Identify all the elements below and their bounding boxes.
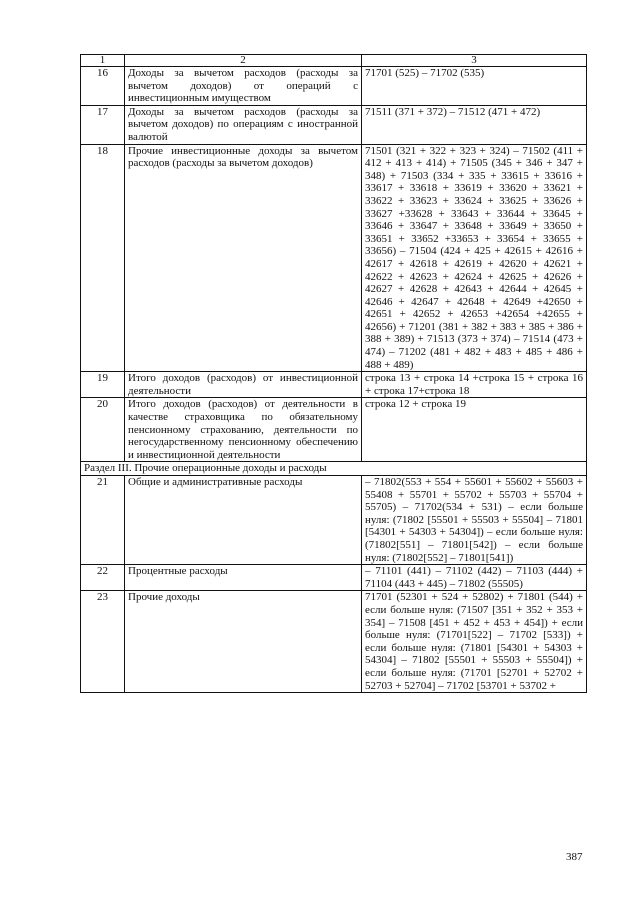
row-description: Доходы за вычетом расходов (расходы за вычетом доходов) от операций с инвестиционным имуществом [125, 67, 362, 106]
header-cell-3: 3 [362, 55, 587, 67]
table-row [81, 476, 587, 565]
table-row [81, 591, 587, 693]
header-cell-2: 2 [125, 55, 362, 67]
row-number: 16 [81, 67, 125, 106]
row-number: 23 [81, 591, 125, 693]
row-formula: строка 12 + строка 19 [362, 398, 587, 462]
table-row [81, 105, 587, 144]
table-row [81, 67, 587, 106]
table-row [81, 565, 587, 591]
row-formula: 71701 (525) – 71702 (535) [362, 67, 587, 106]
row-number: 20 [81, 398, 125, 462]
table-row [81, 144, 587, 372]
table-header-row [81, 55, 587, 67]
row-description: Итого доходов (расходов) от инвестиционной деятельности [125, 372, 362, 398]
row-description: Прочие инвестиционные доходы за вычетом расходов (расходы за вычетом доходов) [125, 144, 362, 372]
row-number: 19 [81, 372, 125, 398]
document-table [80, 54, 587, 693]
row-number: 18 [81, 144, 125, 372]
row-number: 22 [81, 565, 125, 591]
section-title: Раздел III. Прочие операционные доходы и расходы [81, 462, 587, 476]
row-formula: – 71101 (441) – 71102 (442) – 71103 (444) + 71104 (443 + 445) – 71802 (55505) [362, 565, 587, 591]
page-number: 387 [566, 851, 583, 863]
row-number: 21 [81, 476, 125, 565]
row-description: Прочие доходы [125, 591, 362, 693]
header-cell-1: 1 [81, 55, 125, 67]
table-row [81, 398, 587, 462]
section-row [81, 462, 587, 476]
row-description: Общие и административные расходы [125, 476, 362, 565]
row-description: Процентные расходы [125, 565, 362, 591]
table-row [81, 372, 587, 398]
row-description: Итого доходов (расходов) от деятельности в качестве страховщика по обязательному пенсионному страхованию, деятельности по негосударственному пенсионному обеспечению и инвестиционной деятельности [125, 398, 362, 462]
row-formula: 71501 (321 + 322 + 323 + 324) – 71502 (411 + 412 + 413 + 414) + 71505 (345 + 346 + 347 + 348) + 71503 (334 + 335 + 33615 + 33616 + 33617 + 33618 + 33619 + 33620 + 33621 + 33622 + 33623 + 33624 + 33625 + 33626 + 33627 +33628 + 33643 + 33644 + 33645 + 33646 + 33647 + 33648 + 33649 + 33650 + 33651 + 33652 +33653 + 33654 + 33655 + 33656) – 71504 (424 + 425 + 42615 + 42616 + 42617 + 42618 + 42619 + 42620 + 42621 + 42622 + 42623 + 42624 + 42625 + 42626 + 42627 + 42628 + 42643 + 42644 + 42645 + 42646 + 42647 + 42648 + 42649 +42650 + 42651 + 42652 + 42653 +42654 +42655 + 42656) + 71201 (381 + 382 + 383 + 385 + 386 + 388 + 389) + 71513 (373 + 374) – 71514 (473 + 474) – 71202 (481 + 482 + 483 + 485 + 486 + 488 + 489) [362, 144, 587, 372]
row-formula: – 71802(553 + 554 + 55601 + 55602 + 55603 + 55408 + 55701 + 55702 + 55703 + 55704 + 55705) – 71702(534 + 531) – если больше нуля: (71802 [55501 + 55503 + 55504] – 71801 [54301 + 54303 + 54304]) – если больше нуля: (71802[551] – 71801[542]) – если больше нуля: (71802[552] – 71801[541]) [362, 476, 587, 565]
row-description: Доходы за вычетом расходов (расходы за вычетом доходов) по операциям с иностранной валютой [125, 105, 362, 144]
row-formula: строка 13 + строка 14 +строка 15 + строка 16 + строка 17+строка 18 [362, 372, 587, 398]
row-number: 17 [81, 105, 125, 144]
row-formula: 71701 (52301 + 524 + 52802) + 71801 (544) + если больше нуля: (71507 [351 + 352 + 353 + 354] – 71508 [451 + 452 + 453 + 454]) + если больше нуля: (71701[522] – 71702 [533]) + если больше нуля: (71801 [54301 + 54303 + 54304] – 71802 [55501 + 55503 + 55504]) + если больше нуля: (71701 [52701 + 52702 + 52703 + 52704] – 71702 [53701 + 53702 + [362, 591, 587, 693]
row-formula: 71511 (371 + 372) – 71512 (471 + 472) [362, 105, 587, 144]
